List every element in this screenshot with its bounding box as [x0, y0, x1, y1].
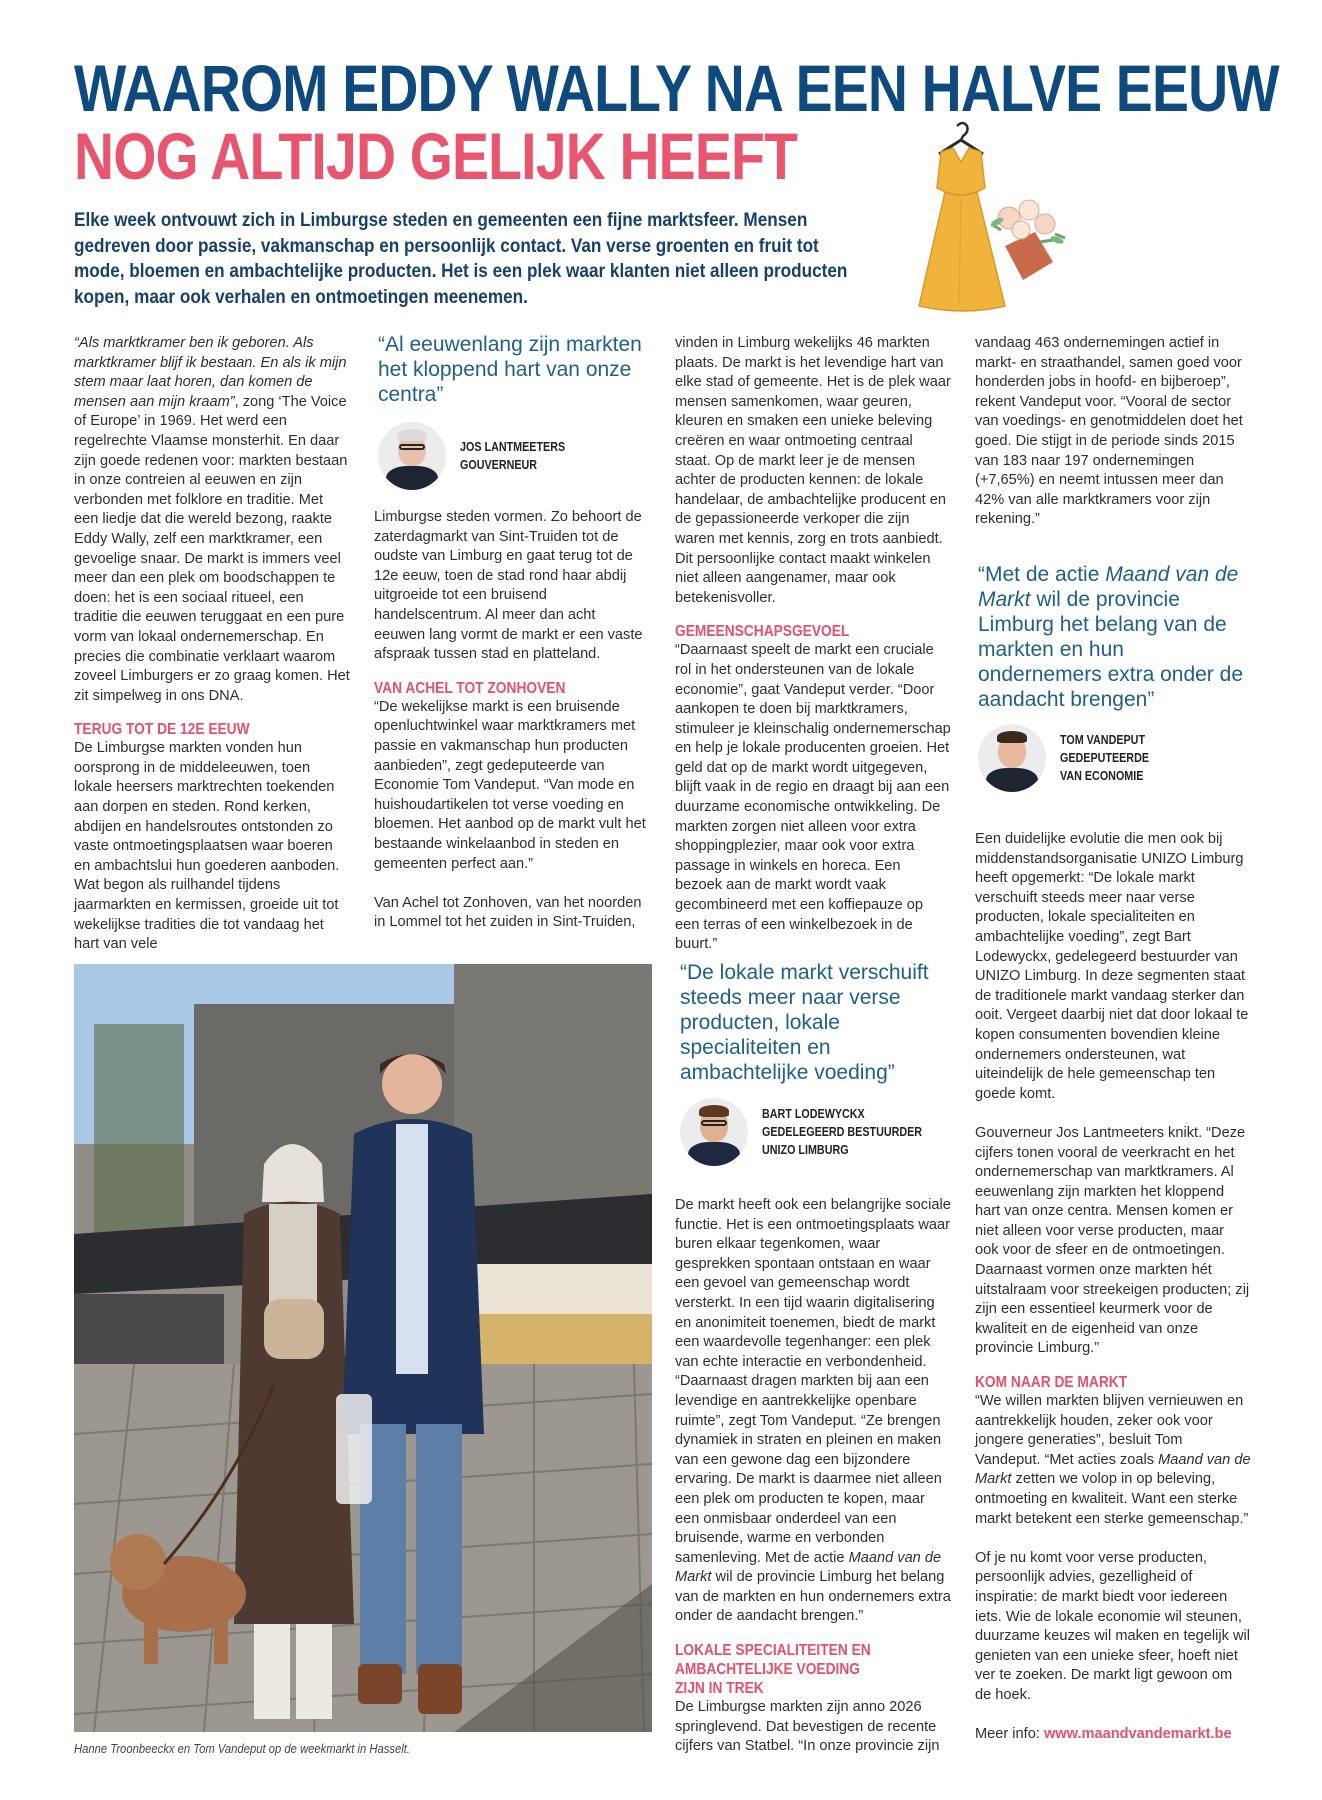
body-paragraph: “Daarnaast speelt de markt een cruciale rol in het ondersteunen van de lokale economie”, gaat Vandeput verder. “Door aankopen te doen bij marktkramers, stimuleer je kleinschalig ondernemerschap en help je lokale producenten groeien. Het geld dat op de markt wordt uitgegeven, blijft vaak in de regio en draagt bij aan een duurzame economische ontwikkeling. De markten zorgen niet alleen voor extra shoppingplezier, maar ook voor extra passage in winkels en horeca. Een bezoek aan de markt wordt vaak gecombineerd met een koffiepauze op een terras of een winkelbezoek in de buurt.”	[675, 642, 951, 953]
quote-author-lantmeeters	[378, 422, 582, 490]
body-paragraph: Of je nu komt voor verse producten, persoonlijk advies, gezelligheid of inspiratie: de markt biedt voor iedereen iets. Wie de lokale economie wil steunen, duurzame keuzes wil maken en tegelijk wil genieten van een unieke sfeer, hoeft niet ver te zoeken. De markt ligt gewoon om de hoek.	[975, 1549, 1250, 1703]
author-role-detail: VAN ECONOMIE	[1060, 769, 1144, 783]
column-3-bottom	[675, 1196, 951, 1757]
lead-paragraph	[74, 334, 350, 706]
pull-quote-lantmeeters: “Al eeuwenlang zijn markten het kloppend hart van onze centra”	[378, 333, 642, 406]
section-heading: GEMEENSCHAPSGEVOEL	[675, 623, 850, 641]
campaign-name: Maand van de Markt	[978, 563, 1239, 611]
column-4-bottom	[975, 830, 1251, 1745]
heading-line: AMBACHTELIJKE VOEDING	[675, 1661, 861, 1679]
text-run: “We willen markten blijven vernieuwen en aantrekkelijk houden, zeker ook voor jongere generaties”, besluit Tom Vandeput. “Met acties zoals	[975, 1393, 1244, 1468]
body-paragraph: Van Achel tot Zonhoven, van het noorden in Lommel tot het zuiden in Sint-Truiden,	[374, 894, 642, 931]
avatar-tom-vandeput	[978, 724, 1046, 792]
section-heading: KOM NAAR DE MARKT	[975, 1374, 1128, 1392]
author-role: GEDEPUTEERDE	[1060, 751, 1150, 765]
flower-bouquet-icon	[989, 200, 1065, 280]
pull-quote-lodewyckx: “De lokale markt verschuift steeds meer naar verse producten, lokale specialiteiten en ambachtelijke voeding”	[680, 961, 929, 1084]
market-scene-image	[74, 964, 652, 1732]
heading-line: LOKALE SPECIALITEITEN EN	[675, 1642, 871, 1660]
photo-caption: Hanne Troonbeeckx en Tom Vandeput op de weekmarkt in Hasselt.	[74, 1742, 411, 1756]
column-4-top	[975, 334, 1251, 530]
pull-quote-vandeput	[978, 562, 1248, 712]
body-paragraph: vinden in Limburg wekelijks 46 markten plaats. De markt is het levendige hart van elke stad of gemeente. Het is de plek waar mensen samenkomen, waar geuren, kleuren en smaken een unieke beleving creëren en waar ontmoeting centraal staat. Op de markt leer je de mensen achter de producten kennen: de lokale handelaar, de ambachtelijke producent en de gepassioneerde verkoper die zijn waren met kennis, zorg en trots aanbiedt. Dit persoonlijke contact maakt winkelen niet alleen aangenamer, maar ook betekenisvoller.	[675, 335, 951, 606]
avatar-jos-lantmeeters	[378, 422, 446, 490]
quote-author-lodewyckx	[680, 1098, 948, 1166]
body-paragraph: Limburgse steden vormen. Zo behoort de zaterdagmarkt van Sint-Truiden tot de oudste van Limburg en gaat terug tot de 12e eeuw, toen de stad rond haar abdij uitgroeide tot een bruisend handelscentrum. Al meer dan acht eeuwen lang vormt de markt er een vaste afspraak tussen stad en platteland.	[374, 509, 643, 663]
lead-text: , zong ‘The Voice of Europe’ in 1969. Het werd een regelrechte Vlaamse monsterhit. En daar zijn goede redenen voor: markten bestaan in onze contreien al eeuwen en zijn verbonden met folklore en traditie. Met een liedje dat die wereld bezong, raakte Eddy Wally, zelf een marktkramer, een gevoelige snaar. De markt is immers veel meer dan een plek om boodschappen te doen: het is een sociaal ritueel, een traditie die eeuwen teruggaat en een pure vorm van lokaal ondernemerschap. En precies die combinatie verklaart waarom zoveel Limburgers er zo graag komen. Het zit simpelweg in ons DNA.	[74, 393, 350, 704]
body-paragraph: Een duidelijke evolutie die men ook bij middenstandsorganisatie UNIZO Limburg heeft opgemerkt: “De lokale markt verschuift steeds meer naar verse producten, lokale specialiteiten en ambachtelijke voeding”, zegt Bart Lodewyckx, gedelegeerd bestuurder van UNIZO Limburg. In deze segmenten staat de traditionele markt vandaag sterker dan ooit. Vergeet daarbij niet dat door lokaal te kopen consumenten bovendien kleine ondernemers ondersteunen, wat uiteindelijk de hele gemeenschap ten goede komt.	[975, 831, 1249, 1102]
text-run: zetten we volop in op beleving, ontmoeting en kwaliteit. Want een sterke markt betekent een sterke gemeenschap.”	[975, 1471, 1249, 1527]
author-role: GOUVERNEUR	[460, 458, 538, 472]
column-3-top	[675, 334, 951, 955]
body-paragraph: vandaag 463 ondernemingen actief in markt- en straathandel, samen goed voor honderden jobs in hoofd- en bijberoep”, rekent Vandeput voor. “Vooral de sector van voedings- en genotmiddelen doet het goed. Die stijgt in de periode sinds 2015 van 183 naar 197 ondernemingen (+7,65%) en neemt intussen meer dan 42% van alle marktkramers voor zijn rekening.”	[975, 335, 1243, 528]
avatar-bart-lodewyckx	[680, 1098, 748, 1166]
author-role: GEDELEGEERD BESTUURDER	[762, 1125, 923, 1139]
body-paragraph: De Limburgse markten vonden hun oorsprong in de middeleeuwen, toen lokale heersers marktrechten toekenden aan dorpen en steden. Rond kerken, abdijen en handelsroutes ontstonden zo vaste ontmoetingsplaatsen waar boeren en ambachtslui hun goederen aanboden. Wat begon als ruilhandel tijdens jaarmarkten en kermissen, groeide uit tot wekelijkse tradities die tot vandaag het hart van vele	[74, 740, 340, 953]
market-photo	[74, 964, 652, 1732]
text-run: wil de provincie Limburg het belang van de markten en hun ondernemers extra onder de aandacht brengen.”	[675, 1569, 951, 1625]
campaign-name: Maand van de Markt	[975, 1451, 1251, 1488]
author-name: BART LODEWYCKX	[762, 1107, 865, 1121]
quote-text: wil de provincie Limburg het belang van de markten en hun ondernemers extra onder de aandacht brengen”	[978, 588, 1243, 711]
quote-text: “Met de actie	[978, 563, 1106, 586]
headline-line-1: WAAROM EDDY WALLY NA EEN HALVE EEUW	[74, 51, 1279, 125]
website-link[interactable]: www.maandvandemarkt.be	[1043, 1726, 1232, 1743]
body-paragraph	[675, 1196, 951, 1627]
column-1	[74, 334, 350, 955]
body-paragraph: “De wekelijkse markt is een bruisende openluchtwinkel waar marktkramers met passie en vakmanschap hun producten aanbieden”, zegt gedeputeerde van Economie Tom Vandeput. “Van mode en huishoudartikelen tot verse voeding en bloemen. Het aanbod op de markt vult het bestaande winkelaanbod in steden en gemeenten perfect aan.”	[374, 698, 646, 872]
intro-paragraph: Elke week ontvouwt zich in Limburgse steden en gemeenten een fijne marktsfeer. Mensen gedreven door passie, vakmanschap en persoonlijk contact. Van verse groenten en fruit tot mode, bloemen en ambachtelijke producten. Het is een plek waar klanten niet alleen producten kopen, maar ook verhalen en ontmoetingen meenemen.	[74, 209, 848, 308]
dress-and-flowers-illustration	[905, 118, 1075, 318]
body-paragraph: De Limburgse markten zijn anno 2026 springlevend. Dat bevestigen de recente cijfers van Statbel. “In onze provincie zijn	[675, 1699, 940, 1755]
body-paragraph: Gouverneur Jos Lantmeeters knikt. “Deze cijfers tonen vooral de veerkracht en het ondernemerschap van marktkramers. Al eeuwenlang zijn markten het kloppend hart van onze centra. Mensen komen er niet alleen voor verse producten, maar ook voor de sfeer en de ontmoetingen. Daarnaast vormen onze markten hét uitstalraam voor streekeigen producten; zij zijn een essentieel keurmerk voor de kwaliteit en de eigenheid van onze provincie Limburg.”	[975, 1124, 1250, 1357]
author-organisation: UNIZO LIMBURG	[762, 1143, 849, 1157]
more-info	[975, 1725, 1251, 1745]
section-heading: VAN ACHEL TOT ZONHOVEN	[374, 679, 566, 697]
section-heading	[675, 1641, 912, 1698]
body-paragraph	[975, 1392, 1251, 1529]
author-name: JOS LANTMEETERS	[460, 440, 566, 454]
author-name: TOM VANDEPUT	[1060, 733, 1146, 747]
eddy-wally-lyric: “Als marktkramer ben ik geboren. Als marktkramer blijf ik bestaan. En als ik mijn stem maar laat horen, dan komen de mensen aan mijn kraam”	[74, 335, 347, 410]
text-run: De markt heeft ook een belangrijke sociale functie. Het is een ontmoetingsplaats waar buren elkaar tegenkomen, waar gesprekken spontaan ontstaan en waar een gevoel van gemeenschap wordt versterkt. In een tijd waarin digitalisering en anonimiteit toenemen, biedt de markt een waardevolle tegenhanger: een plek van echte interactie en verbondenheid. “Daarnaast dragen markten bij aan een levendige en aantrekkelijke openbare ruimte”, zegt Tom Vandeput. “Ze brengen dynamiek in straten en pleinen en maken van een gewone dag een bijzondere ervaring. De markt is daarmee niet alleen een plek om producten te kopen, maar een onmisbaar onderdeel van een bruisende, warme en verbonden samenleving. Met de actie	[675, 1197, 951, 1566]
campaign-name: Maand van de Markt	[675, 1549, 942, 1586]
section-heading: TERUG TOT DE 12E EEUW	[74, 721, 250, 739]
dress-icon	[919, 148, 1005, 311]
quote-author-vandeput	[978, 724, 1164, 792]
headline-line-2: NOG ALTIJD GELIJK HEEFT	[74, 119, 798, 193]
heading-line: ZIJN IN TREK	[675, 1680, 764, 1698]
more-info-label: Meer info:	[975, 1726, 1044, 1743]
hanger-icon	[939, 123, 983, 154]
column-2	[374, 508, 650, 933]
